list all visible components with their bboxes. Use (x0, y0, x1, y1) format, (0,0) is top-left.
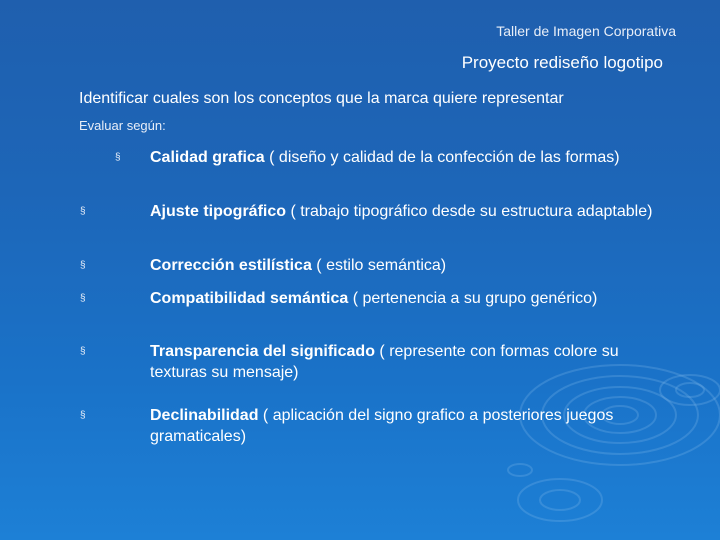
bullet-icon: § (80, 346, 86, 357)
item-description: ( trabajo tipográfico desde su estructura adaptable) (286, 203, 653, 220)
item-description: ( represente con formas colore su texturas su mensaje) (150, 343, 619, 381)
item-term: Declinabilidad (150, 407, 259, 424)
bullet-icon: § (80, 293, 86, 304)
item-description: ( diseño y calidad de la confección de las formas) (264, 149, 620, 166)
item-description: ( aplicación del signo grafico a posteriores juegos gramaticales) (150, 407, 614, 445)
bullet-icon: § (80, 206, 86, 217)
evaluate-label: Evaluar según: (79, 118, 166, 133)
item-description: ( estilo semántica) (311, 257, 447, 274)
item-term: Compatibilidad semántica (150, 290, 349, 307)
project-title: Proyecto rediseño logotipo (461, 53, 663, 72)
item-term: Corrección estilística (150, 257, 312, 274)
item-description: ( pertenencia a su grupo genérico) (348, 290, 598, 307)
course-title: Taller de Imagen Corporativa (496, 23, 676, 39)
bullet-icon: § (115, 152, 121, 163)
bullet-icon: § (80, 260, 86, 271)
bullet-icon: § (80, 410, 86, 421)
item-term: Calidad grafica (150, 149, 265, 166)
intro-text: Identificar cuales son los conceptos que la marca quiere representar (79, 90, 564, 107)
item-term: Transparencia del significado (150, 343, 375, 360)
item-term: Ajuste tipográfico (150, 203, 287, 220)
